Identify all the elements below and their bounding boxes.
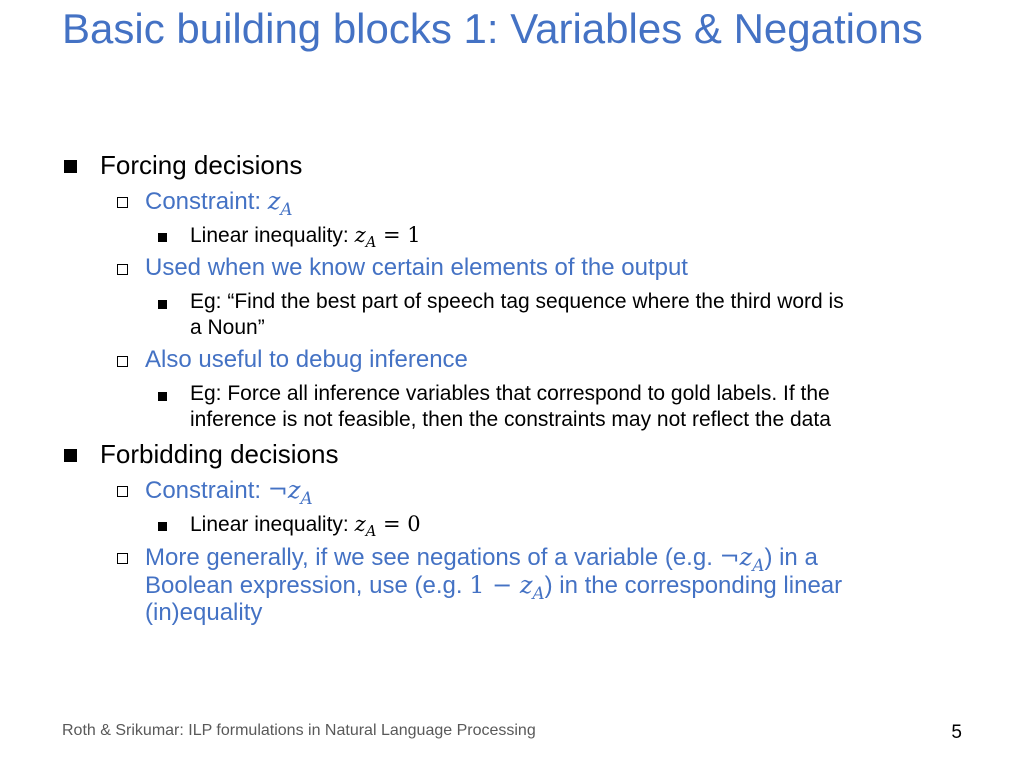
- eg2-line1: Eg: Force all inference variables that correspond to gold labels. If the: [190, 382, 830, 405]
- forbidding-constraint-var: z: [287, 476, 301, 504]
- used-when-text: Used when we know certain elements of the output: [145, 254, 688, 281]
- forcing-linear-label: Linear inequality:: [190, 224, 349, 247]
- debug-text: Also useful to debug inference: [145, 346, 468, 373]
- forbidding-constraint-sub: A: [300, 487, 313, 508]
- bullet-hollow-square-icon: [117, 197, 128, 208]
- forbidding-heading: Forbidding decisions: [100, 439, 339, 469]
- eg1-line1: Eg: “Find the best part of speech tag sequence where the third word is: [190, 290, 844, 313]
- forcing-heading: Forcing decisions: [100, 150, 303, 180]
- forcing-constraint-var: z: [267, 187, 281, 215]
- general-line2-post: ) in the corresponding linear: [544, 572, 843, 599]
- footer-text: Roth & Srikumar: ILP formulations in Natural Language Processing: [62, 722, 536, 739]
- forcing-constraint: [145, 187, 293, 219]
- bullet-small-square-icon: [158, 522, 167, 531]
- general-line1-neg: ¬: [719, 543, 740, 571]
- forbidding-constraint: [145, 476, 313, 508]
- forcing-linear-sub: A: [365, 234, 377, 252]
- eg2-line2: inference is not feasible, then the constraints may not reflect the data: [190, 408, 831, 431]
- slide-title: Basic building blocks 1: Variables & Negations: [62, 5, 923, 52]
- page-number: 5: [951, 722, 962, 743]
- bullet-small-square-icon: [158, 300, 167, 309]
- forcing-constraint-sub: A: [280, 198, 293, 219]
- negation-symbol: ¬: [267, 476, 288, 504]
- forbidding-linear-label: Linear inequality:: [190, 513, 349, 536]
- forcing-linear-var: z: [354, 223, 366, 247]
- general-line2-var: z: [519, 571, 533, 599]
- forbidding-linear-rhs: = 0: [383, 512, 421, 536]
- general-line2-pre: Boolean expression, use (e.g.: [145, 572, 470, 599]
- forcing-linear-rhs: = 1: [383, 223, 421, 247]
- general-line1-sub: A: [752, 554, 765, 575]
- forcing-constraint-label: Constraint:: [145, 188, 262, 215]
- general-line2-sub: A: [532, 582, 545, 603]
- eg1-line2: a Noun”: [190, 316, 265, 339]
- general-line2-math: 1 −: [469, 571, 520, 599]
- bullet-square-icon: [64, 160, 77, 173]
- bullet-hollow-square-icon: [117, 264, 128, 275]
- bullet-hollow-square-icon: [117, 553, 128, 564]
- forbidding-linear-sub: A: [365, 523, 377, 541]
- bullet-square-icon: [64, 449, 77, 462]
- bullet-small-square-icon: [158, 233, 167, 242]
- bullet-hollow-square-icon: [117, 356, 128, 367]
- forcing-linear: [190, 223, 421, 251]
- general-line1-post: ) in a: [764, 544, 818, 571]
- bullet-small-square-icon: [158, 392, 167, 401]
- general-line1-pre: More generally, if we see negations of a variable (e.g.: [145, 544, 720, 571]
- forbidding-constraint-label: Constraint:: [145, 477, 262, 504]
- general-line3: (in)equality: [145, 599, 263, 626]
- bullet-hollow-square-icon: [117, 486, 128, 497]
- general-line1-var: z: [739, 543, 753, 571]
- forbidding-linear-var: z: [354, 512, 366, 536]
- forbidding-linear: [190, 512, 421, 540]
